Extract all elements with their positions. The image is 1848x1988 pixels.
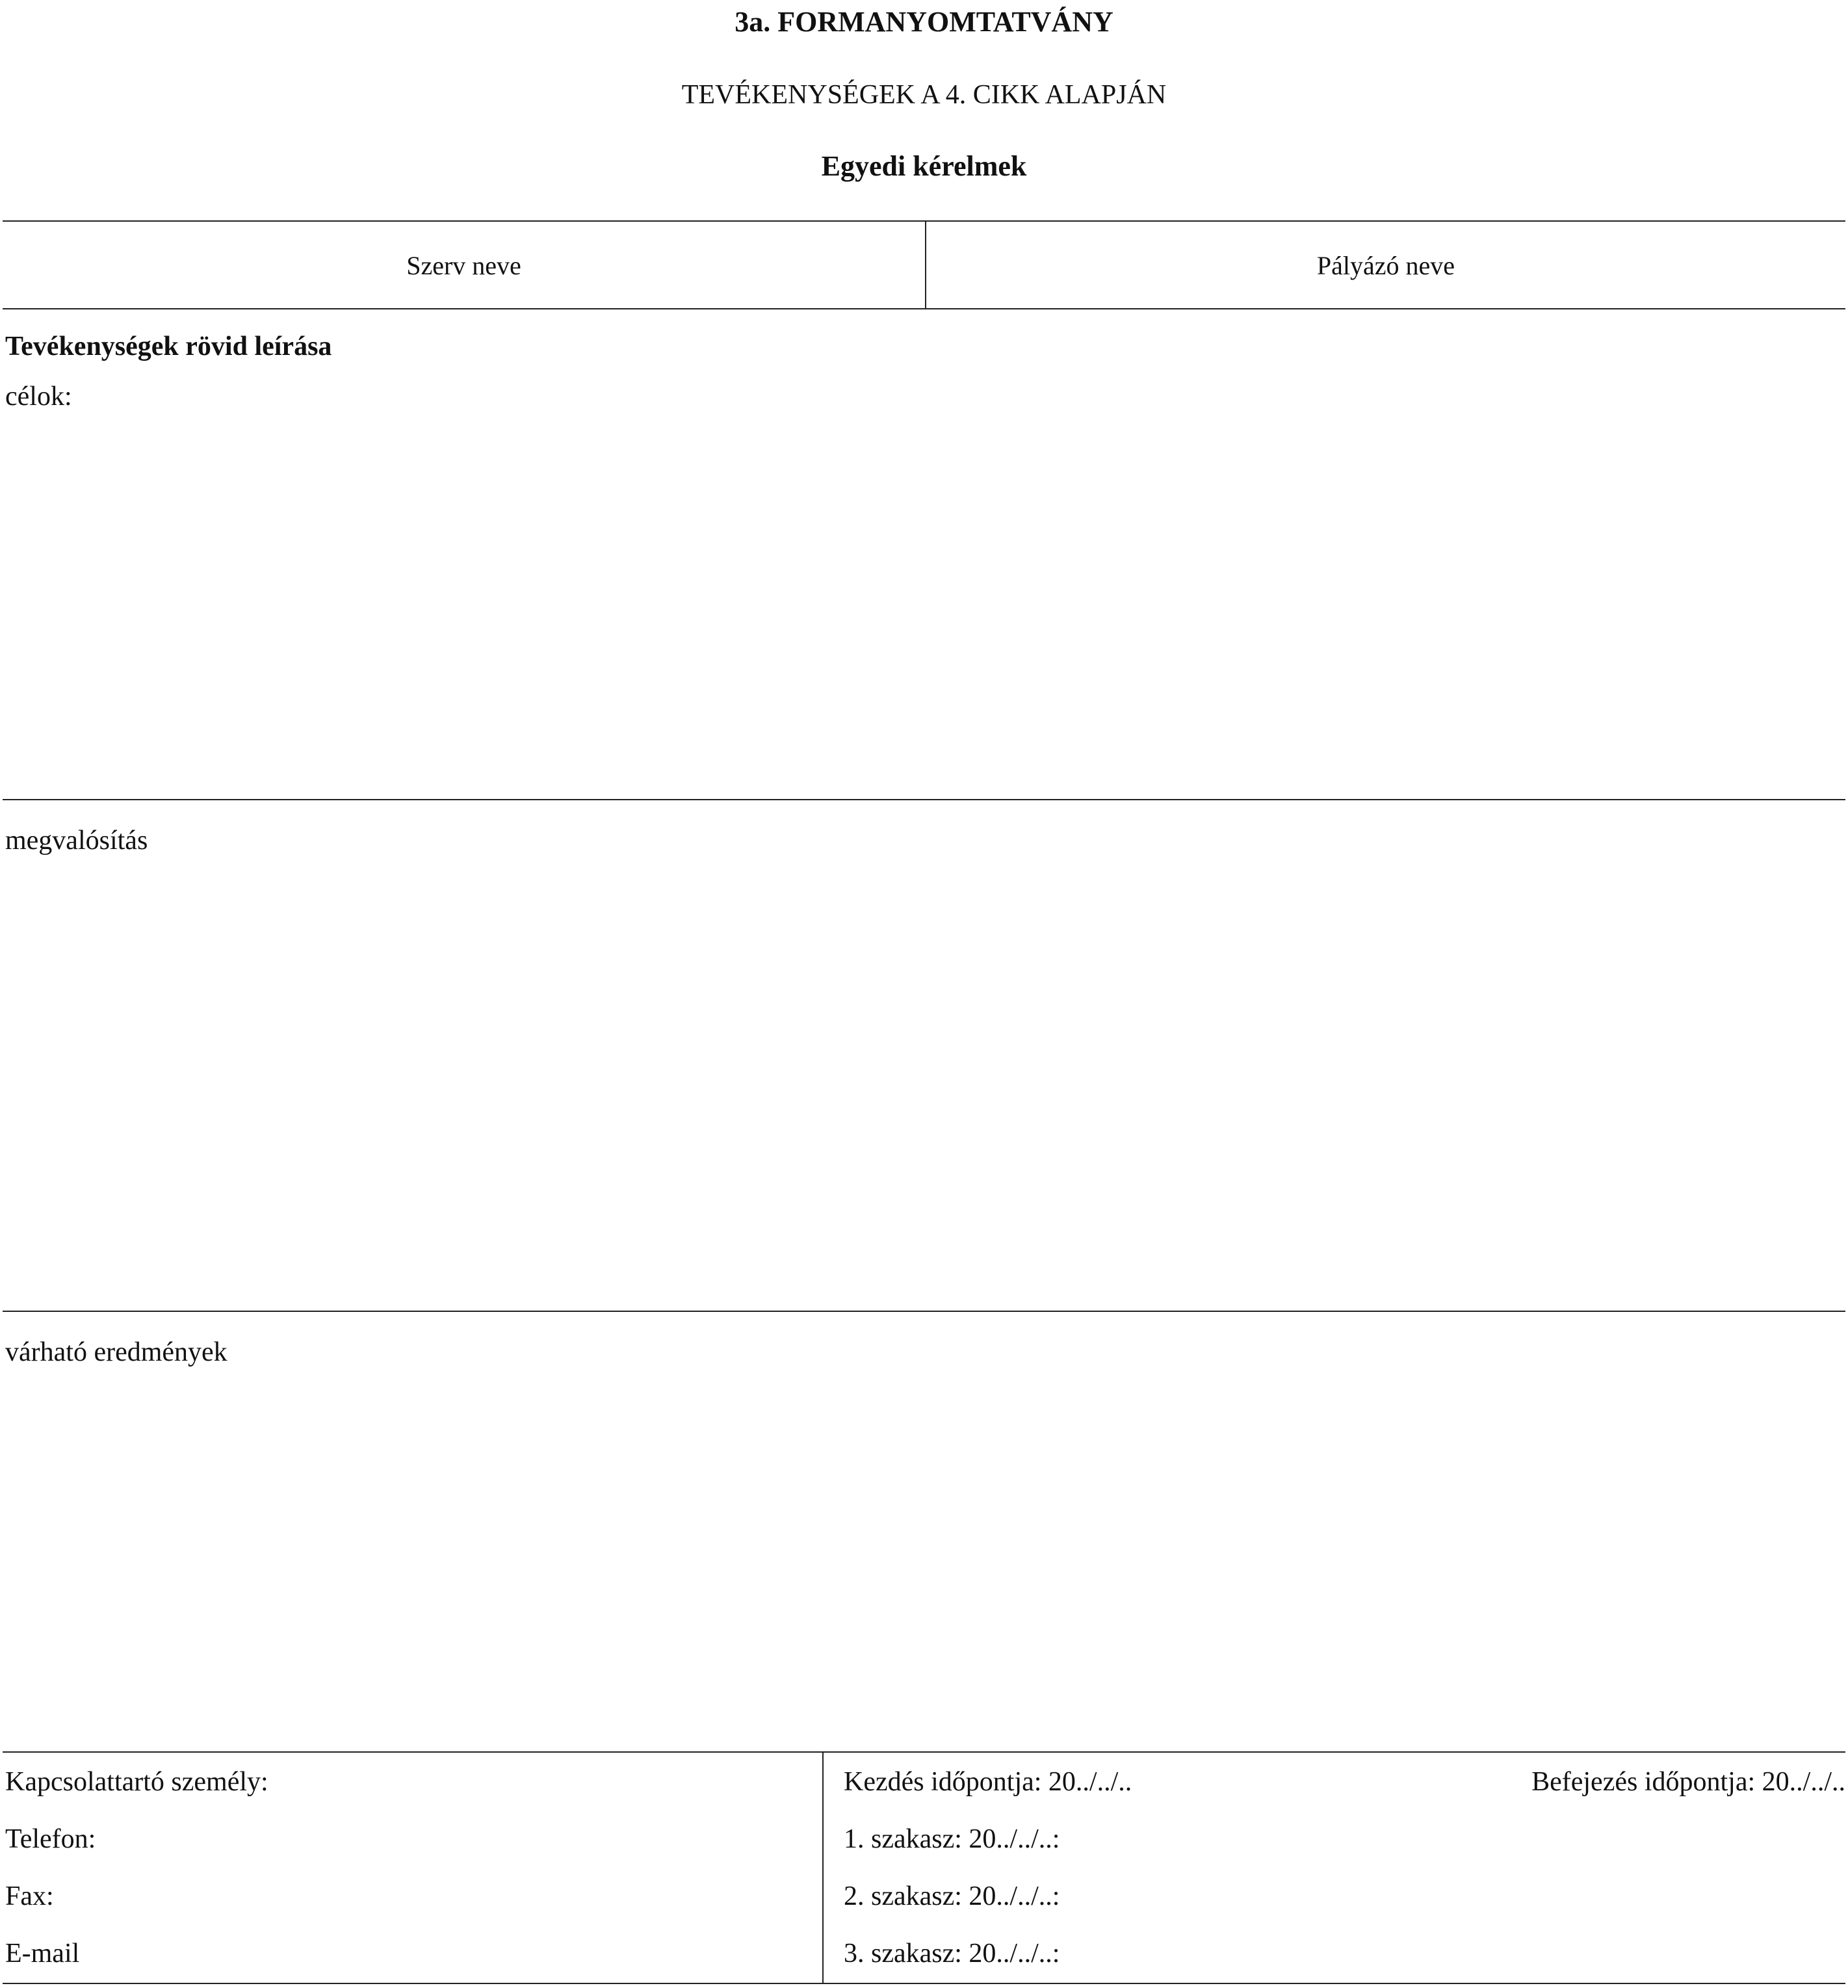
implementation-field[interactable] bbox=[3, 861, 1845, 1310]
bottom-table-bottom-border bbox=[3, 1983, 1845, 1984]
start-date-label: Kezdés időpontja: 20../../.. bbox=[844, 1767, 1132, 1797]
fax-label: Fax: bbox=[5, 1881, 54, 1911]
expected-results-field[interactable] bbox=[3, 1373, 1845, 1750]
contact-person-label: Kapcsolattartó személy: bbox=[5, 1767, 268, 1797]
implementation-bottom-border bbox=[3, 1311, 1845, 1312]
form-number-title: 3a. FORMANYOMTATVÁNY bbox=[735, 6, 1113, 38]
activities-description-heading: Tevékenységek rövid leírása bbox=[5, 332, 332, 361]
end-date-label: Befejezés időpontja: 20../../.. bbox=[1531, 1767, 1845, 1797]
implementation-label: megvalósítás bbox=[5, 826, 148, 856]
goals-bottom-border bbox=[3, 799, 1845, 800]
phase-1-label: 1. szakasz: 20../../..: bbox=[844, 1824, 1060, 1854]
bottom-table-divider bbox=[822, 1752, 824, 1983]
email-label: E-mail bbox=[5, 1939, 80, 1968]
form-subtitle: TEVÉKENYSÉGEK A 4. CIKK ALAPJÁN bbox=[681, 80, 1167, 110]
expected-results-label: várható eredmények bbox=[5, 1337, 228, 1367]
applicant-name-label: Pályázó neve bbox=[1316, 250, 1455, 280]
bottom-table-top-border bbox=[3, 1751, 1845, 1753]
organization-name-field[interactable] bbox=[3, 221, 925, 309]
goals-label: célok: bbox=[5, 382, 72, 412]
phone-label: Telefon: bbox=[5, 1824, 96, 1854]
goals-field[interactable] bbox=[3, 416, 1845, 798]
phase-2-label: 2. szakasz: 20../../..: bbox=[844, 1881, 1060, 1911]
organization-name-label: Szerv neve bbox=[406, 250, 521, 280]
applicant-name-field[interactable] bbox=[926, 221, 1845, 309]
phase-3-label: 3. szakasz: 20../../..: bbox=[844, 1939, 1060, 1968]
form-heading: Egyedi kérelmek bbox=[821, 150, 1027, 182]
